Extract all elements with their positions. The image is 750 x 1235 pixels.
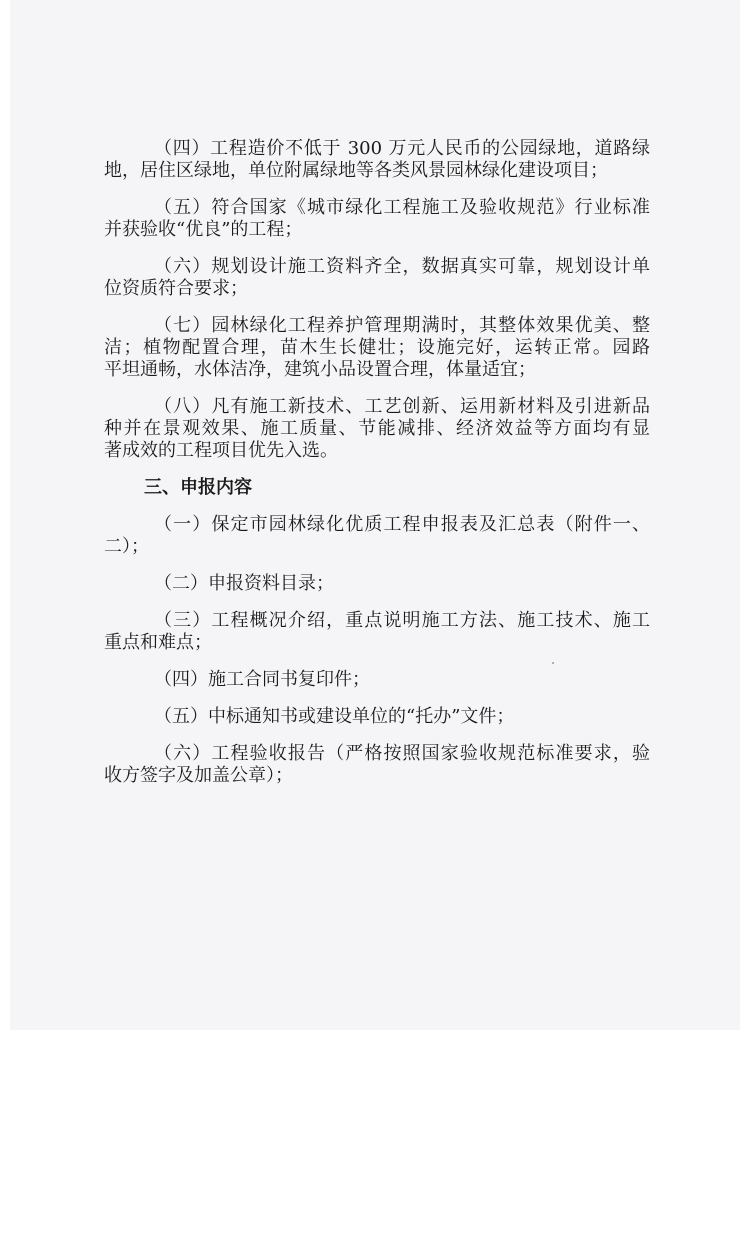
paragraph-line: 著成效的工程项目优先入选。 [104,440,338,461]
paragraph-line: 洁；植物配置合理，苗木生长健壮；设施完好，运转正常。园路 [104,337,650,358]
paragraph-gap [104,595,650,610]
paragraph-line: 位资质符合要求； [104,278,248,299]
paragraph [104,197,650,241]
paragraph [104,315,650,381]
paragraph-gap [104,691,650,706]
paragraph-gap [104,182,650,197]
paragraph-line: （八）凡有施工新技术、工艺创新、运用新材料及引进新品 [154,396,650,417]
paragraph [104,256,650,300]
paragraph-line: 地，居住区绿地，单位附属绿地等各类风景园林绿化建设项目； [104,160,608,181]
paragraph-line: 平坦通畅，水体洁净，建筑小品设置合理，体量适宜； [104,359,536,380]
paragraph-gap [104,462,650,477]
scan-speck [552,662,554,664]
paragraph-gap [104,499,650,514]
paragraph-line: 并获验收“优良”的工程； [104,219,303,240]
paragraph [104,706,650,728]
paragraph [104,514,650,558]
paragraph-line: （五）符合国家《城市绿化工程施工及验收规范》行业标准 [154,197,650,218]
paragraph-gap [104,728,650,743]
paragraph-line: （六）规划设计施工资料齐全，数据真实可靠，规划设计单 [154,256,650,277]
paragraph [104,669,650,691]
section-heading [104,477,650,499]
paragraph-gap [104,654,650,669]
paragraph-gap [104,241,650,256]
paragraph-line: 重点和难点； [104,632,212,653]
paragraph-gap [104,300,650,315]
paragraph [104,573,650,595]
heading-text: 三、申报内容 [144,477,252,498]
paragraph-line: （六）工程验收报告（严格按照国家验收规范标准要求，验 [154,743,650,764]
paragraph [104,743,650,787]
paragraph [104,610,650,654]
paragraph-line: （三）工程概况介绍，重点说明施工方法、施工技术、施工 [154,610,650,631]
paragraph-line: （四）施工合同书复印件； [154,669,370,690]
paragraph-line: （四）工程造价不低于 300 万元人民币的公园绿地，道路绿 [154,138,650,159]
paragraph-gap [104,558,650,573]
paragraph-line: （七）园林绿化工程养护管理期满时，其整体效果优美、整 [154,315,650,336]
paragraph [104,138,650,182]
paragraph-line: （五）中标通知书或建设单位的“托办”文件； [154,706,515,727]
paragraph-line: 种并在景观效果、施工质量、节能减排、经济效益等方面均有显 [104,418,650,439]
paragraph-gap [104,381,650,396]
document-body [104,138,650,787]
paragraph-line: 二）； [104,536,149,557]
paragraph-line: （一）保定市园林绿化优质工程申报表及汇总表（附件一、 [154,514,650,535]
paragraph [104,396,650,462]
paragraph-line: 收方签字及加盖公章）； [104,765,293,786]
paragraph-line: （二）申报资料目录； [154,573,334,594]
